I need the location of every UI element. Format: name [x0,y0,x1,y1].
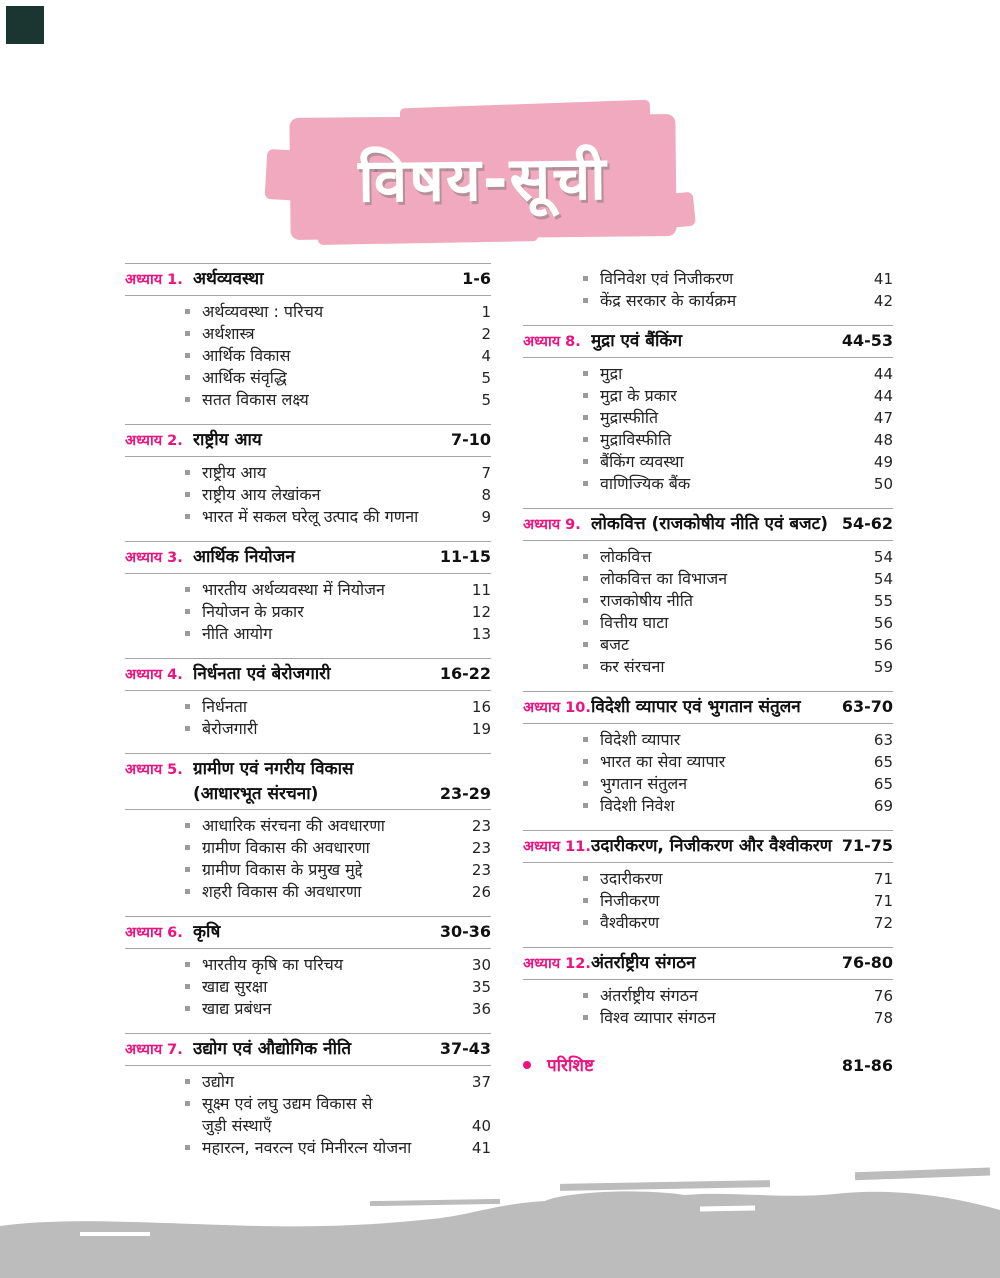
item-page-number: 72 [873,914,893,932]
appendix-label: परिशिष्ट [547,1056,594,1076]
chapter-number: अध्याय 6. [125,925,183,941]
item-page-number: 5 [481,369,491,387]
chapter-heading-line [523,951,893,976]
item-bullet-icon [185,331,190,336]
chapter-title: (आधारभूत संरचना) [193,784,319,804]
item-title: जुड़ी संस्थाएँ [202,1116,272,1135]
item-page-number: 19 [471,720,491,738]
item-bullet-icon [185,309,190,314]
chapter-pages: 44-53 [841,331,893,350]
chapter-number: अध्याय 7. [125,1042,183,1058]
toc-item [583,407,893,429]
toc-item [583,634,893,656]
chapter-title: विदेशी व्यापार एवं भुगतान संतुलन [591,697,801,717]
item-title: बैंकिंग व्यवस्था [600,452,684,471]
item-bullet-icon [583,437,588,442]
appendix-bullet-icon [523,1061,531,1069]
item-title: खाद्य प्रबंधन [202,999,272,1018]
chapter-heading-line [523,695,893,720]
item-page-number: 54 [873,548,893,566]
item-title: केंद्र सरकार के कार्यक्रम [600,291,737,310]
toc-section [125,541,491,646]
item-page-number: 56 [873,614,893,632]
toc-item [583,451,893,473]
item-title: बेरोजगारी [202,719,258,738]
toc-section [523,508,893,679]
title-banner [289,114,676,240]
item-page-number: 44 [873,365,893,383]
item-title: मुद्रा [600,364,623,383]
item-bullet-icon [583,1015,588,1020]
item-bullet-icon [583,620,588,625]
item-page-number: 55 [873,592,893,610]
chapter-title: उदारीकरण, निजीकरण और वैश्वीकरण [591,836,832,856]
item-title: वाणिज्यिक बैंक [600,474,691,493]
toc-section [125,658,491,741]
toc-item [583,795,893,817]
chapter-heading-line [125,920,491,945]
item-title: भारत का सेवा व्यापार [600,752,726,771]
item-bullet-icon [185,1101,190,1106]
chapter-pages: 16-22 [439,664,491,683]
item-bullet-icon [583,920,588,925]
item-title: निर्धनता [202,697,248,716]
toc-column-left [125,263,491,1172]
item-page-number: 65 [873,775,893,793]
toc-item [583,985,893,1007]
chapter-pages: 23-29 [439,784,491,803]
chapter-number: अध्याय 3. [125,550,183,566]
chapter-heading [125,1033,491,1066]
item-page-number: 2 [481,325,491,343]
chapter-items [125,691,491,741]
toc-item [185,859,491,881]
toc-item [583,729,893,751]
item-title: सतत विकास लक्ष्य [202,390,309,409]
toc-item [583,363,893,385]
item-bullet-icon [185,492,190,497]
item-bullet-icon [583,737,588,742]
item-bullet-icon [185,1006,190,1011]
item-page-number: 41 [471,1139,491,1157]
toc-item [583,268,893,290]
item-page-number: 4 [481,347,491,365]
chapter-title: निर्धनता एवं बेरोजगारी [193,664,331,684]
chapter-pages: 63-70 [841,697,893,716]
item-title: अंतर्राष्ट्रीय संगठन [600,986,698,1005]
item-page-number: 59 [873,658,893,676]
item-bullet-icon [583,459,588,464]
toc-section [523,947,893,1030]
item-page-number: 9 [481,508,491,526]
item-page-number: 48 [873,431,893,449]
toc-section [125,1033,491,1160]
chapter-title: अर्थव्यवस्था [193,269,264,289]
chapter-title: लोकवित्त (राजकोषीय नीति एवं बजट) [591,514,828,534]
chapter-number: अध्याय 5. [125,762,183,778]
toc-item [583,473,893,495]
appendix-row [523,1054,893,1078]
item-title: विदेशी निवेश [600,796,675,815]
toc-section [125,424,491,529]
item-page-number: 76 [873,987,893,1005]
item-title: सूक्ष्म एवं लघु उद्यम विकास से [202,1094,373,1113]
item-page-number: 23 [471,861,491,879]
item-title: भारतीय कृषि का परिचय [202,955,344,974]
item-page-number: 42 [873,292,893,310]
chapter-items [125,949,491,1021]
toc-item [185,623,491,645]
item-title: भुगतान संतुलन [600,774,688,793]
item-page-number: 8 [481,486,491,504]
item-bullet-icon [583,415,588,420]
chapter-heading [523,691,893,724]
chapter-heading-line [125,1037,491,1062]
item-page-number: 11 [471,581,491,599]
toc-item [583,568,893,590]
item-title: वैश्वीकरण [600,913,660,932]
chapter-items [125,810,491,904]
item-bullet-icon [583,781,588,786]
item-title: अर्थव्यवस्था : परिचय [202,302,324,321]
toc-section [125,263,491,412]
chapter-heading [125,658,491,691]
toc-item [583,612,893,634]
item-title: शहरी विकास की अवधारणा [202,882,362,901]
toc-item [185,998,491,1020]
toc-section [125,916,491,1021]
toc-item [185,462,491,484]
chapter-heading-line [523,512,893,537]
chapter-pages: 1-6 [462,269,491,288]
item-bullet-icon [185,962,190,967]
item-title: भारतीय अर्थव्यवस्था में नियोजन [202,580,385,599]
chapter-items [523,541,893,679]
toc-item [185,601,491,623]
item-page-number: 49 [873,453,893,471]
chapter-title: उद्योग एवं औद्योगिक नीति [193,1039,352,1059]
chapter-heading [125,541,491,574]
toc-item [583,751,893,773]
item-page-number: 71 [873,892,893,910]
chapter-items [523,263,893,313]
item-page-number: 40 [471,1117,491,1135]
item-page-number: 1 [481,303,491,321]
item-bullet-icon [583,276,588,281]
appendix-pages: 81-86 [841,1056,893,1075]
toc-section [523,691,893,818]
chapter-items [125,457,491,529]
item-title: उद्योग [202,1072,235,1091]
chapter-heading [125,916,491,949]
chapter-pages: 37-43 [439,1039,491,1058]
item-title: मुद्रास्फीति [600,408,659,427]
chapter-heading-line [125,428,491,453]
toc-section [523,263,893,313]
item-title: लोकवित्त [600,547,652,566]
toc-item [185,1071,491,1093]
item-title: खाद्य सुरक्षा [202,977,268,996]
item-page-number: 12 [471,603,491,621]
chapter-pages: 30-36 [439,922,491,941]
item-page-number: 50 [873,475,893,493]
toc-item [583,385,893,407]
item-page-number: 37 [471,1073,491,1091]
item-bullet-icon [583,642,588,647]
item-bullet-icon [185,470,190,475]
chapter-title: राष्ट्रीय आय [193,430,262,450]
item-bullet-icon [583,576,588,581]
chapter-heading-line [125,267,491,292]
chapter-number: अध्याय 1. [125,272,183,288]
chapter-number: अध्याय 12. [523,956,591,972]
item-bullet-icon [185,984,190,989]
chapter-number: अध्याय 4. [125,667,183,683]
chapter-heading [523,325,893,358]
item-page-number: 71 [873,870,893,888]
chapter-heading [125,424,491,457]
item-title: नीति आयोग [202,624,273,643]
toc-section [523,830,893,935]
corner-accent-square [6,6,44,44]
toc-item [583,656,893,678]
chapter-pages: 76-80 [841,953,893,972]
item-bullet-icon [185,631,190,636]
toc-item [185,837,491,859]
item-title: महारत्न, नवरत्न एवं मिनीरत्न योजना [202,1138,412,1157]
toc-item [583,868,893,890]
item-page-number: 44 [873,387,893,405]
item-title: राजकोषीय नीति [600,591,694,610]
toc-item [185,389,491,411]
chapter-pages: 54-62 [841,514,893,533]
item-page-number: 65 [873,753,893,771]
chapter-number: अध्याय 10. [523,700,591,716]
item-bullet-icon [583,664,588,669]
chapter-number: अध्याय 9. [523,517,581,533]
item-title: निजीकरण [600,891,660,910]
item-title: अर्थशास्त्र [202,324,255,343]
toc-item [185,1115,491,1137]
toc-section [523,1054,893,1078]
item-bullet-icon [185,726,190,731]
toc-item [185,954,491,976]
item-page-number: 16 [471,698,491,716]
item-bullet-icon [583,481,588,486]
item-title: आधारिक संरचना की अवधारणा [202,816,385,835]
item-bullet-icon [185,867,190,872]
toc-item [185,696,491,718]
chapter-number: अध्याय 8. [523,334,581,350]
page-title: विषय-सूची [357,143,609,217]
item-title: विश्व व्यापार संगठन [600,1008,716,1027]
item-page-number: 35 [471,978,491,996]
toc-item [185,323,491,345]
item-title: मुद्राविस्फीति [600,430,672,449]
toc-item [185,579,491,601]
toc-item [583,546,893,568]
chapter-items [125,1066,491,1160]
item-bullet-icon [583,898,588,903]
item-title: उदारीकरण [600,869,663,888]
chapter-pages: 7-10 [450,430,491,449]
item-page-number: 23 [471,817,491,835]
chapter-items [523,980,893,1030]
toc-item [583,290,893,312]
chapter-heading [125,753,491,810]
chapter-heading-line [523,834,893,859]
chapter-heading-line [125,662,491,687]
item-bullet-icon [583,803,588,808]
item-title: नियोजन के प्रकार [202,602,304,621]
item-title: आर्थिक विकास [202,346,291,365]
item-page-number: 47 [873,409,893,427]
item-page-number: 78 [873,1009,893,1027]
toc-item [583,1007,893,1029]
toc-section [125,753,491,904]
chapter-number: अध्याय 2. [125,433,183,449]
item-bullet-icon [185,514,190,519]
toc-item [583,912,893,934]
item-page-number: 26 [471,883,491,901]
item-bullet-icon [185,397,190,402]
toc-item [185,367,491,389]
item-title: भारत में सकल घरेलू उत्पाद की गणना [202,507,419,526]
item-title: मुद्रा के प्रकार [600,386,677,405]
chapter-heading [523,508,893,541]
item-page-number: 36 [471,1000,491,1018]
chapter-items [523,863,893,935]
chapter-heading [523,830,893,863]
item-bullet-icon [185,823,190,828]
item-bullet-icon [583,298,588,303]
item-title: राष्ट्रीय आय लेखांकन [202,485,321,504]
item-title: लोकवित्त का विभाजन [600,569,728,588]
item-title: वित्तीय घाटा [600,613,669,632]
chapter-heading [125,263,491,296]
item-title: आर्थिक संवृद्धि [202,368,287,387]
chapter-pages: 71-75 [841,836,893,855]
item-title: ग्रामीण विकास की अवधारणा [202,838,370,857]
footer-brush-decoration [0,1166,1000,1278]
item-bullet-icon [185,375,190,380]
item-page-number: 63 [873,731,893,749]
item-title: विदेशी व्यापार [600,730,681,749]
item-page-number: 30 [471,956,491,974]
item-bullet-icon [583,993,588,998]
item-page-number: 7 [481,464,491,482]
toc-column-right [523,263,893,1090]
item-bullet-icon [583,554,588,559]
chapter-items [125,574,491,646]
chapter-heading-line [125,545,491,570]
chapter-title: अंतर्राष्ट्रीय संगठन [591,953,696,973]
toc-item [185,506,491,528]
toc-section [523,325,893,496]
item-title: विनिवेश एवं निजीकरण [600,269,734,288]
item-bullet-icon [185,609,190,614]
chapter-number: अध्याय 11. [523,839,591,855]
chapter-heading [523,947,893,980]
chapter-heading-line [125,782,491,806]
item-bullet-icon [185,1079,190,1084]
item-page-number: 13 [471,625,491,643]
item-title: राष्ट्रीय आय [202,463,267,482]
item-bullet-icon [185,889,190,894]
item-page-number: 5 [481,391,491,409]
item-bullet-icon [185,704,190,709]
toc-item [583,429,893,451]
toc-item [185,815,491,837]
item-bullet-icon [583,876,588,881]
item-title: कर संरचना [600,657,665,676]
item-bullet-icon [583,598,588,603]
item-page-number: 23 [471,839,491,857]
chapter-items [523,724,893,818]
toc-item [583,773,893,795]
chapter-items [125,296,491,412]
item-bullet-icon [185,353,190,358]
item-bullet-icon [583,371,588,376]
item-page-number: 56 [873,636,893,654]
item-title: ग्रामीण विकास के प्रमुख मुद्दे [202,860,363,879]
chapter-heading-line [125,757,491,782]
toc-item [185,718,491,740]
item-bullet-icon [185,845,190,850]
toc-item [185,345,491,367]
item-title: बजट [600,635,630,654]
toc-item [583,590,893,612]
toc-item [185,1093,491,1115]
chapter-pages: 11-15 [439,547,491,566]
item-page-number: 54 [873,570,893,588]
chapter-items [523,358,893,496]
item-bullet-icon [583,759,588,764]
toc-item [185,976,491,998]
item-bullet-icon [185,1145,190,1150]
toc-item [185,1137,491,1159]
toc-item [185,484,491,506]
toc-item [583,890,893,912]
chapter-heading-line [523,329,893,354]
chapter-title: कृषि [193,922,221,942]
item-page-number: 41 [873,270,893,288]
toc-item [185,301,491,323]
chapter-title: ग्रामीण एवं नगरीय विकास [193,759,354,779]
toc-item [185,881,491,903]
item-bullet-icon [185,587,190,592]
chapter-title: आर्थिक नियोजन [193,547,295,567]
chapter-title: मुद्रा एवं बैंकिंग [591,331,683,351]
item-page-number: 69 [873,797,893,815]
item-bullet-icon [583,393,588,398]
